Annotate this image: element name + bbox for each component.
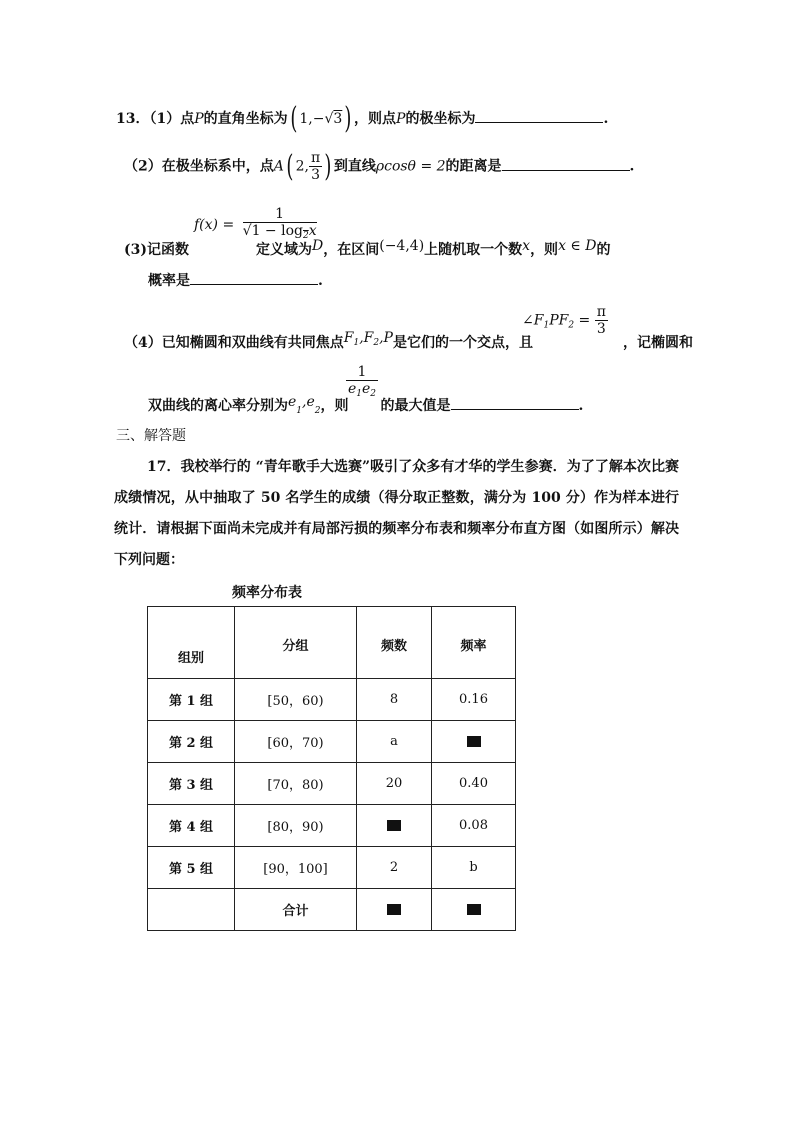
q13-p1-mid: 的直角坐标为 (203, 111, 288, 127)
q13-part3-line1 (124, 238, 610, 259)
frequency-table (147, 606, 516, 931)
cell-group: 第 4 组 (148, 805, 235, 847)
focus-f: F (343, 330, 354, 346)
q13-p3-mid2: ，在区间 (323, 242, 380, 258)
point-a: A (273, 158, 284, 175)
answer-blank[interactable] (475, 121, 603, 123)
cell-group: 第 2 组 (148, 721, 235, 763)
pi-over-3 (309, 150, 322, 183)
cell-frequency: 0.40 (432, 763, 516, 805)
cell-range: [60，70) (235, 721, 357, 763)
q13-p2-mid: 到直线 (333, 158, 376, 175)
q13-part4-line2 (148, 394, 583, 416)
cell-frequency: b (432, 847, 516, 889)
q13-p3-line2: 概率是 (148, 273, 190, 289)
subscript: 2 (568, 320, 575, 331)
q13-part2 (124, 150, 634, 183)
period: . (318, 273, 323, 289)
left-paren: ( (290, 101, 298, 136)
table-row (148, 847, 516, 889)
period: . (603, 111, 609, 127)
q17-text (114, 452, 679, 576)
e-symbol: e (347, 381, 357, 397)
subscript: 2 (370, 389, 377, 399)
q13-p2-prefix: （2）在极坐标系中，点 (124, 158, 274, 175)
header-group: 组别 (148, 607, 235, 679)
answer-blank[interactable] (190, 283, 318, 285)
point-p-2: P (396, 111, 406, 127)
angle-symbol: ∠F (522, 312, 544, 329)
cell-total-frequency-smudged (432, 889, 516, 931)
cell-range: [70，80) (235, 763, 357, 805)
table-total-row (148, 889, 516, 931)
cell-count: a (357, 721, 432, 763)
q13-p3-mid1: 定义域为 (256, 242, 312, 258)
cell-range: [90，100] (235, 847, 357, 889)
line-equation: ρcosθ = 2 (375, 158, 446, 175)
answer-blank[interactable] (502, 169, 630, 171)
subscript: 2 (373, 338, 380, 348)
ink-smudge (387, 904, 401, 915)
formula-denominator: $√1 - \log_2x$ (242, 223, 317, 241)
q13-p4-line2-prefix: 双曲线的离心率分别为 (148, 398, 288, 414)
table-row (148, 721, 516, 763)
subscript: 1 (543, 320, 550, 331)
q13-p4-prefix: （4）已知椭圆和双曲线有共同焦点 (124, 335, 344, 351)
sqrt-sign: √ (324, 111, 334, 127)
cell-range: [80，90) (235, 805, 357, 847)
table-row (148, 679, 516, 721)
sqrt-radicand: 3 (333, 111, 343, 127)
denominator-text: 1 − log (251, 223, 303, 239)
q13-p4-mid: 是它们的一个交点，且 (392, 335, 533, 351)
q13-part4-line1: （4）已知椭圆和双曲线有共同焦点$F^1,F^2,P$是它们的一个交点，且 ，记椭圆和 (124, 330, 693, 351)
q13-part1 (116, 101, 609, 136)
cell-total-label: 合计 (235, 889, 357, 931)
q13-p3-tail: 的 (596, 242, 611, 258)
comma: , (359, 330, 364, 346)
frac-denominator: 3 (311, 167, 321, 183)
variable-x: x (308, 223, 317, 239)
table-row (148, 805, 516, 847)
q13-p2-tail: 的距离是 (445, 158, 502, 175)
frac-denominator: 3 (596, 321, 606, 337)
subscript: 1 (353, 338, 360, 348)
set-d: D (312, 238, 324, 254)
left-paren: ( (286, 148, 294, 184)
answer-blank[interactable] (451, 408, 579, 410)
frac-numerator: 1 (346, 364, 378, 381)
cell-frequency-smudged (432, 721, 516, 763)
subscript: 2 (314, 406, 321, 416)
cell-total-count-smudged (357, 889, 432, 931)
right-paren: ) (344, 101, 352, 136)
period: . (629, 158, 635, 175)
section-title: 三、解答题 (116, 428, 186, 444)
q13-p3-mid4: ，则 (530, 242, 559, 258)
equals: = (574, 312, 591, 329)
cell-frequency: 0.16 (432, 679, 516, 721)
cell-count: 2 (357, 847, 432, 889)
interval: (−4,4) (379, 238, 425, 254)
q13-p4-line2-tail: 的最大值是 (380, 398, 451, 414)
coord-value: 2, (295, 158, 309, 175)
log-base: 2 (302, 231, 309, 241)
ink-smudge (387, 820, 401, 831)
cell-group: 第 3 组 (148, 763, 235, 805)
e-symbol: e (362, 381, 371, 397)
q13-p1-suffix: ，则点 (354, 111, 397, 127)
cell-empty (148, 889, 235, 931)
angle-mid: PF (549, 312, 569, 329)
q13-p3-mid3: 上随机取一个数 (424, 242, 523, 258)
subscript: 1 (356, 389, 362, 399)
q13-p3-prefix: (3)记函数 (124, 242, 189, 258)
ink-smudge (467, 904, 481, 915)
cell-count-smudged (357, 805, 432, 847)
q17-body: 17．我校举行的 “青年歌手大选赛”吸引了众多有才华的学生参赛．为了了解本次比赛成绩情况，从中抽取了 50 名学生的成绩（得分取正整数，满分为 100 分）作为样本进行统计．请根据下面尚未完成并有局部污损的频率分布表和频率分布直方图（如图所示）解决下列问题： (114, 459, 679, 568)
frac-numerator: π (310, 150, 321, 166)
q13-p4-tail: ，记椭圆和 (622, 335, 693, 351)
condition: x ∈ D (558, 238, 597, 254)
table-row (148, 763, 516, 805)
subscript: 1 (296, 406, 303, 416)
cell-frequency: 0.08 (432, 805, 516, 847)
e-symbol: ,e (302, 394, 315, 410)
right-paren: ) (324, 148, 332, 184)
header-count: 频数 (357, 607, 432, 679)
header-frequency: 频率 (432, 607, 516, 679)
e-symbol: e (288, 394, 297, 410)
coord-value: 1,− (299, 111, 325, 127)
q13-p4-line2-mid: ，则 (320, 398, 349, 414)
q13-p1-prefix: 13．（1）点 (116, 111, 195, 127)
table-header-row (148, 607, 516, 679)
variable-x: x (522, 238, 531, 254)
q13-p1-tail: 的极坐标为 (405, 111, 476, 127)
formula-numerator: 1 (243, 206, 317, 223)
point-p: ,P (379, 330, 393, 346)
cell-group: 第 1 组 (148, 679, 235, 721)
header-range: 分组 (235, 607, 357, 679)
frac-numerator: π (596, 304, 606, 320)
point-p: P (194, 111, 204, 127)
q13-part3-line2 (148, 270, 323, 290)
ink-smudge (467, 736, 481, 747)
table-caption: 频率分布表 (232, 585, 302, 601)
period: . (578, 398, 584, 414)
cell-group: 第 5 组 (148, 847, 235, 889)
cell-count: 8 (357, 679, 432, 721)
cell-count: 20 (357, 763, 432, 805)
cell-range: [50，60) (235, 679, 357, 721)
formula-lhs: f(x) = (194, 217, 235, 233)
